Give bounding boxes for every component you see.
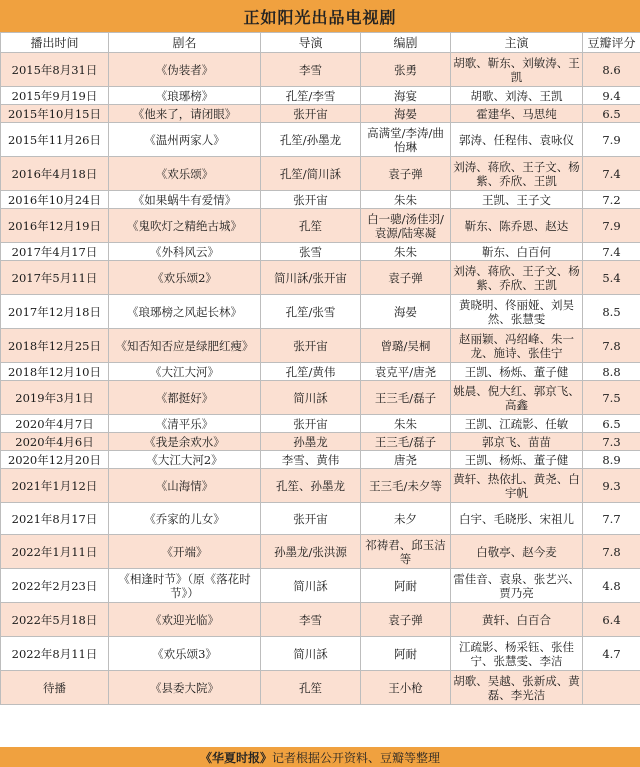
- cell-cast: 白敬亭、赵今麦: [451, 535, 583, 569]
- cell-drama: 《县委大院》: [109, 671, 261, 705]
- source-publication: 《华夏时报》: [199, 750, 272, 765]
- cell-writer: 阿耐: [361, 637, 451, 671]
- cell-drama: 《大江大河》: [109, 363, 261, 381]
- cell-director: 简川訸/张开宙: [261, 261, 361, 295]
- cell-score: 7.4: [583, 243, 640, 261]
- table-row: [1, 469, 640, 503]
- cell-drama: 《伪装者》: [109, 53, 261, 87]
- cell-director: 孔笙/孙墨龙: [261, 123, 361, 157]
- cell-drama: 《他来了，请闭眼》: [109, 105, 261, 123]
- cell-writer: 祁祷君、邱玉洁等: [361, 535, 451, 569]
- cell-score: 7.5: [583, 381, 640, 415]
- cell-cast: 胡歌、吴越、张新成、黄磊、李光洁: [451, 671, 583, 705]
- table-row: [1, 363, 640, 381]
- table-row: [1, 87, 640, 105]
- cell-director: 简川訸: [261, 569, 361, 603]
- cell-cast: 刘涛、蒋欣、王子文、杨紫、乔欣、王凯: [451, 157, 583, 191]
- cell-cast: 刘涛、蒋欣、王子文、杨紫、乔欣、王凯: [451, 261, 583, 295]
- cell-drama: 《相逢时节》（原《落花时节》）: [109, 569, 261, 603]
- header-director: 导演: [261, 33, 361, 53]
- cell-date: 待播: [1, 671, 109, 705]
- cell-director: 孙墨龙/张洪源: [261, 535, 361, 569]
- cell-writer: 袁子弹: [361, 261, 451, 295]
- cell-cast: 雷佳音、袁泉、张艺兴、贾乃亮: [451, 569, 583, 603]
- cell-drama: 《琅琊榜之风起长林》: [109, 295, 261, 329]
- cell-cast: 黄轩、白百合: [451, 603, 583, 637]
- cell-writer: 王三毛/磊子: [361, 381, 451, 415]
- cell-date: 2016年10月24日: [1, 191, 109, 209]
- cell-date: 2016年12月19日: [1, 209, 109, 243]
- cell-date: 2015年10月15日: [1, 105, 109, 123]
- cell-score: 7.9: [583, 123, 640, 157]
- cell-director: 孔笙/黄伟: [261, 363, 361, 381]
- cell-score: 7.3: [583, 433, 640, 451]
- table-row: [1, 261, 640, 295]
- cell-date: 2020年4月7日: [1, 415, 109, 433]
- table-row: [1, 123, 640, 157]
- cell-director: 孔笙/李雪: [261, 87, 361, 105]
- cell-drama: 《知否知否应是绿肥红瘦》: [109, 329, 261, 363]
- cell-date: 2015年9月19日: [1, 87, 109, 105]
- cell-cast: 江疏影、杨采钰、张佳宁、张慧雯、李洁: [451, 637, 583, 671]
- cell-cast: 靳东、白百何: [451, 243, 583, 261]
- cell-writer: 未夕: [361, 503, 451, 535]
- table-row: [1, 637, 640, 671]
- cell-writer: 阿耐: [361, 569, 451, 603]
- cell-score: 9.4: [583, 87, 640, 105]
- table-row: [1, 503, 640, 535]
- cell-director: 孔笙: [261, 671, 361, 705]
- cell-director: 孔笙、孙墨龙: [261, 469, 361, 503]
- cell-score: 4.8: [583, 569, 640, 603]
- cell-date: 2017年5月11日: [1, 261, 109, 295]
- header-row: [1, 33, 640, 53]
- cell-drama: 《我是余欢水》: [109, 433, 261, 451]
- cell-drama: 《清平乐》: [109, 415, 261, 433]
- cell-score: 5.4: [583, 261, 640, 295]
- cell-director: 孙墨龙: [261, 433, 361, 451]
- cell-drama: 《开端》: [109, 535, 261, 569]
- cell-writer: 朱朱: [361, 191, 451, 209]
- header-cast: 主演: [451, 33, 583, 53]
- cell-writer: 袁克平/唐尧: [361, 363, 451, 381]
- cell-cast: 王凯、杨烁、董子健: [451, 363, 583, 381]
- cell-score: 7.4: [583, 157, 640, 191]
- drama-table: [0, 32, 640, 705]
- cell-drama: 《欢乐颂2》: [109, 261, 261, 295]
- cell-drama: 《山海情》: [109, 469, 261, 503]
- cell-cast: 黄晓明、佟丽娅、刘昊然、张慧雯: [451, 295, 583, 329]
- cell-cast: 白宇、毛晓彤、宋祖儿: [451, 503, 583, 535]
- cell-writer: 张勇: [361, 53, 451, 87]
- cell-date: 2022年1月11日: [1, 535, 109, 569]
- cell-director: 张开宙: [261, 415, 361, 433]
- cell-drama: 《外科风云》: [109, 243, 261, 261]
- cell-cast: 胡歌、靳东、刘敏涛、王凯: [451, 53, 583, 87]
- cell-writer: 曾璐/吴桐: [361, 329, 451, 363]
- cell-drama: 《琅琊榜》: [109, 87, 261, 105]
- cell-cast: 郭涛、任程伟、袁咏仪: [451, 123, 583, 157]
- cell-score: 6.5: [583, 105, 640, 123]
- source-description: 记者根据公开资料、豆瓣等整理: [272, 750, 441, 765]
- table-row: [1, 209, 640, 243]
- cell-writer: 海晏: [361, 295, 451, 329]
- cell-writer: 朱朱: [361, 243, 451, 261]
- table-row: [1, 191, 640, 209]
- cell-date: 2015年11月26日: [1, 123, 109, 157]
- cell-drama: 《乔家的儿女》: [109, 503, 261, 535]
- cell-writer: 袁子弹: [361, 603, 451, 637]
- cell-cast: 姚晨、倪大红、郭京飞、高鑫: [451, 381, 583, 415]
- cell-date: 2022年5月18日: [1, 603, 109, 637]
- table-row: [1, 243, 640, 261]
- table-row: [1, 433, 640, 451]
- cell-date: 2018年12月10日: [1, 363, 109, 381]
- cell-director: 张开宙: [261, 191, 361, 209]
- cell-director: 李雪: [261, 603, 361, 637]
- cell-date: 2020年4月6日: [1, 433, 109, 451]
- cell-writer: 王三毛/未夕等: [361, 469, 451, 503]
- table-row: [1, 569, 640, 603]
- cell-director: 李雪、黄伟: [261, 451, 361, 469]
- cell-drama: 《欢乐颂3》: [109, 637, 261, 671]
- cell-cast: 王凯、江疏影、任敏: [451, 415, 583, 433]
- cell-date: 2019年3月1日: [1, 381, 109, 415]
- cell-drama: 《大江大河2》: [109, 451, 261, 469]
- cell-date: 2017年12月18日: [1, 295, 109, 329]
- cell-score: 7.8: [583, 329, 640, 363]
- cell-score: 7.9: [583, 209, 640, 243]
- header-drama: 剧名: [109, 33, 261, 53]
- cell-writer: 白一骢/汤佳羽/袁源/陆寒凝: [361, 209, 451, 243]
- header-date: 播出时间: [1, 33, 109, 53]
- table-row: [1, 535, 640, 569]
- cell-director: 张开宙: [261, 329, 361, 363]
- cell-drama: 《如果蜗牛有爱情》: [109, 191, 261, 209]
- cell-score: 7.7: [583, 503, 640, 535]
- cell-score: 8.9: [583, 451, 640, 469]
- cell-date: 2015年8月31日: [1, 53, 109, 87]
- cell-score: 6.5: [583, 415, 640, 433]
- cell-date: 2016年4月18日: [1, 157, 109, 191]
- cell-drama: 《都挺好》: [109, 381, 261, 415]
- cell-director: 孔笙: [261, 209, 361, 243]
- cell-director: 张开宙: [261, 105, 361, 123]
- cell-date: 2021年8月17日: [1, 503, 109, 535]
- table-title: 正如阳光出品电视剧: [0, 0, 640, 32]
- table-row: [1, 415, 640, 433]
- cell-score: 9.3: [583, 469, 640, 503]
- table-row: [1, 157, 640, 191]
- table-row: [1, 671, 640, 705]
- cell-score: 7.2: [583, 191, 640, 209]
- cell-writer: 唐尧: [361, 451, 451, 469]
- source-note: [0, 747, 640, 767]
- cell-drama: 《欢迎光临》: [109, 603, 261, 637]
- cell-writer: 王小枪: [361, 671, 451, 705]
- cell-drama: 《温州两家人》: [109, 123, 261, 157]
- cell-date: 2018年12月25日: [1, 329, 109, 363]
- cell-cast: 靳东、陈乔恩、赵达: [451, 209, 583, 243]
- cell-date: 2021年1月12日: [1, 469, 109, 503]
- cell-writer: 海宴: [361, 87, 451, 105]
- cell-director: 张雪: [261, 243, 361, 261]
- cell-writer: 海晏: [361, 105, 451, 123]
- cell-date: 2017年4月17日: [1, 243, 109, 261]
- table-row: [1, 53, 640, 87]
- cell-drama: 《欢乐颂》: [109, 157, 261, 191]
- table-row: [1, 603, 640, 637]
- cell-cast: 赵丽颖、冯绍峰、朱一龙、施诗、张佳宁: [451, 329, 583, 363]
- cell-writer: 袁子弹: [361, 157, 451, 191]
- cell-cast: 霍建华、马思纯: [451, 105, 583, 123]
- cell-cast: 王凯、王子文: [451, 191, 583, 209]
- cell-score: 7.8: [583, 535, 640, 569]
- cell-score: 4.7: [583, 637, 640, 671]
- cell-score: 8.8: [583, 363, 640, 381]
- cell-cast: 郭京飞、苗苗: [451, 433, 583, 451]
- table-row: [1, 105, 640, 123]
- cell-director: 简川訸: [261, 381, 361, 415]
- cell-director: 李雪: [261, 53, 361, 87]
- cell-date: 2020年12月20日: [1, 451, 109, 469]
- cell-drama: 《鬼吹灯之精绝古城》: [109, 209, 261, 243]
- cell-cast: 黄轩、热依扎、黄尧、白宇帆: [451, 469, 583, 503]
- cell-date: 2022年8月11日: [1, 637, 109, 671]
- cell-cast: 胡歌、刘涛、王凯: [451, 87, 583, 105]
- cell-writer: 朱朱: [361, 415, 451, 433]
- cell-score: [583, 671, 640, 705]
- cell-score: 6.4: [583, 603, 640, 637]
- header-writer: 编剧: [361, 33, 451, 53]
- table-row: [1, 329, 640, 363]
- table-row: [1, 381, 640, 415]
- table-row: [1, 451, 640, 469]
- cell-director: 孔笙/张雪: [261, 295, 361, 329]
- cell-director: 孔笙/简川訸: [261, 157, 361, 191]
- cell-director: 张开宙: [261, 503, 361, 535]
- header-score: 豆瓣评分: [583, 33, 640, 53]
- table-row: [1, 295, 640, 329]
- cell-director: 简川訸: [261, 637, 361, 671]
- cell-date: 2022年2月23日: [1, 569, 109, 603]
- cell-score: 8.5: [583, 295, 640, 329]
- cell-cast: 王凯、杨烁、董子健: [451, 451, 583, 469]
- cell-writer: 高满堂/李涛/曲怡琳: [361, 123, 451, 157]
- cell-writer: 王三毛/磊子: [361, 433, 451, 451]
- cell-score: 8.6: [583, 53, 640, 87]
